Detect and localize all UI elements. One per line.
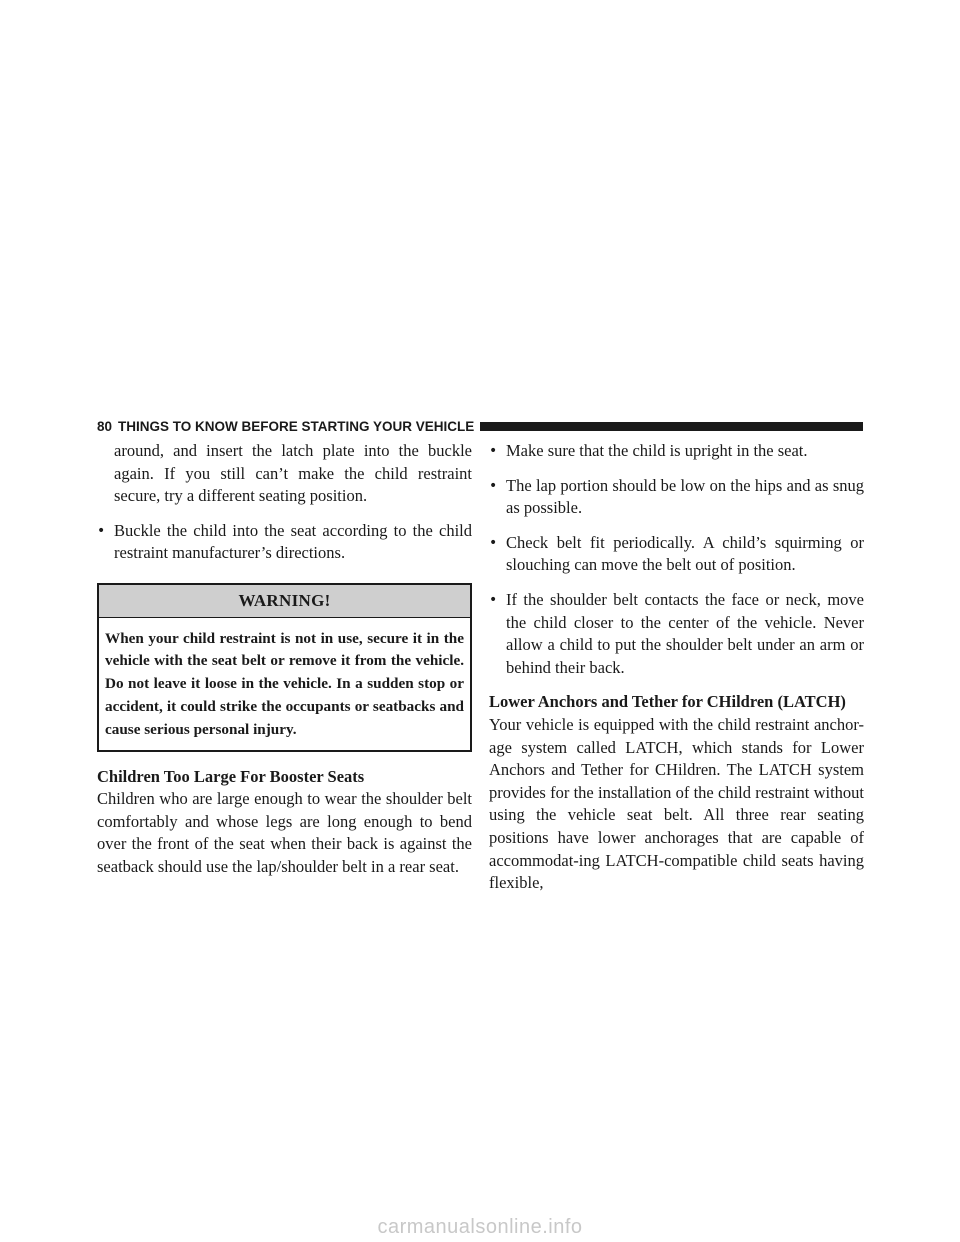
running-head: THINGS TO KNOW BEFORE STARTING YOUR VEHICLE (118, 418, 475, 434)
bullet-text: Check belt fit periodically. A child’s squirming or slouching can move the belt out of position. (506, 532, 864, 575)
body-paragraph: Children who are large enough to wear the shoulder belt comfortably and whose legs are long enough to bend over the front of the seat when their back is against the seatback should use the lap/shoulder belt in a rear seat. (97, 789, 472, 876)
bullet-icon: • (489, 534, 498, 551)
left-column (97, 440, 472, 879)
bullet-icon: • (97, 522, 106, 539)
bullet-text: The lap portion should be low on the hips and as snug as possible. (506, 475, 864, 518)
bullet-icon: • (489, 443, 498, 459)
list-item (489, 440, 864, 463)
list-item (97, 520, 472, 565)
section-heading: Lower Anchors and Tether for CHildren (LATCH) (489, 692, 846, 712)
bullet-text: If the shoulder belt contacts the face or neck, move the child closer to the center of the vehicle. Never allow a child to put the shoulder belt under an arm or behind their back. (506, 589, 864, 677)
bullet-text: Make sure that the child is upright in the seat. (506, 441, 808, 460)
warning-body: When your child restraint is not in use, secure it in the vehicle with the seat belt or remove it from the vehicle. Do not leave it loose in the vehicle. In a sudden stop or accident, it could strike the occupants or seatbacks and cause serious personal injury. (105, 629, 464, 738)
warning-title: WARNING! (99, 585, 470, 618)
header-rule (480, 422, 863, 431)
list-item (489, 532, 864, 577)
section-heading: Children Too Large For Booster Seats (97, 766, 365, 786)
right-column (489, 440, 864, 895)
warning-box (97, 583, 472, 752)
list-item (489, 475, 864, 520)
bullet-icon: • (489, 591, 498, 608)
list-item (489, 589, 864, 679)
continuation-paragraph: around, and insert the latch plate into the buckle again. If you still can’t make the child restraint secure, try a different seating position. (114, 441, 472, 506)
page-header (97, 416, 863, 436)
page-number: 80 (97, 418, 113, 434)
watermark: carmanualsonline.info (377, 1216, 583, 1238)
body-paragraph: Your vehicle is equipped with the child restraint anchor-age system called LATCH, which stands for Lower Anchors and Tether for CHildren. The LATCH system provides for the installation of the child restraint without using the vehicle seat belt. All three rear seating positions have lower anchorages that are capable of accommodat-ing LATCH-compatible child seats having flexible, (489, 714, 864, 893)
bullet-icon: • (489, 477, 498, 494)
bullet-text: Buckle the child into the seat according to the child restraint manufacturer’s directions. (114, 520, 472, 563)
